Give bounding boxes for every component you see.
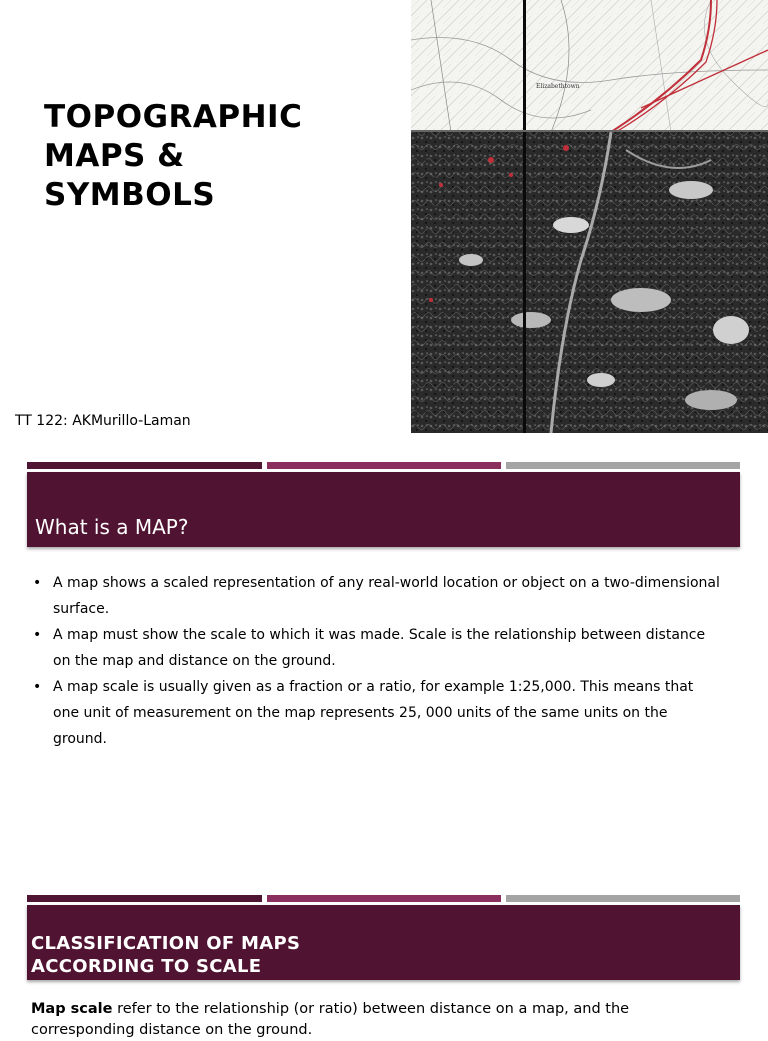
title-line-3: SYMBOLS [44, 177, 216, 213]
accent-bar-mid [267, 462, 501, 469]
section-heading: What is a MAP? [35, 515, 189, 539]
accent-bar-dark [27, 895, 262, 902]
accent-bar-mid [267, 895, 501, 902]
definition-paragraph [31, 999, 731, 1041]
heading-line-1: CLASSIFICATION OF MAPS [31, 933, 301, 954]
accent-bar-gray [506, 462, 740, 469]
list-item [30, 674, 720, 752]
topographic-aerial-image [411, 0, 768, 433]
bullet-icon: • [33, 575, 42, 591]
list-item [30, 570, 720, 622]
bullet-text: A map must show the scale to which it was made. Scale is the relationship between distance on the map and distance on the ground. [53, 627, 706, 669]
heading-line-2: ACCORDING TO SCALE [31, 956, 262, 977]
section-banner [27, 905, 740, 980]
title-slide [0, 0, 768, 440]
title-line-1: TOPOGRAPHIC [44, 99, 303, 135]
bullet-list [30, 570, 720, 752]
section-banner [27, 472, 740, 547]
title-line-2: MAPS & [44, 138, 185, 174]
definition-text: refer to the relationship (or ratio) between distance on a map, and the corresponding distance on the ground. [31, 1001, 630, 1038]
bullet-icon: • [33, 679, 42, 695]
list-item [30, 622, 720, 674]
bullet-icon: • [33, 627, 42, 643]
bullet-text: A map shows a scaled representation of any real-world location or object on a two-dimensional surface. [53, 575, 720, 617]
page-title [44, 98, 404, 215]
author-credit: TT 122: AKMurillo-Laman [15, 413, 191, 429]
town-label: Elizabethtown [536, 83, 580, 90]
section-heading [31, 932, 300, 978]
bullet-text: A map scale is usually given as a fraction or a ratio, for example 1:25,000. This means that one unit of measurement on the map represents 25, 000 units of the same units on the ground. [53, 679, 694, 747]
term-map-scale: Map scale [31, 1001, 113, 1017]
accent-bar-dark [27, 462, 262, 469]
accent-bar-gray [506, 895, 740, 902]
